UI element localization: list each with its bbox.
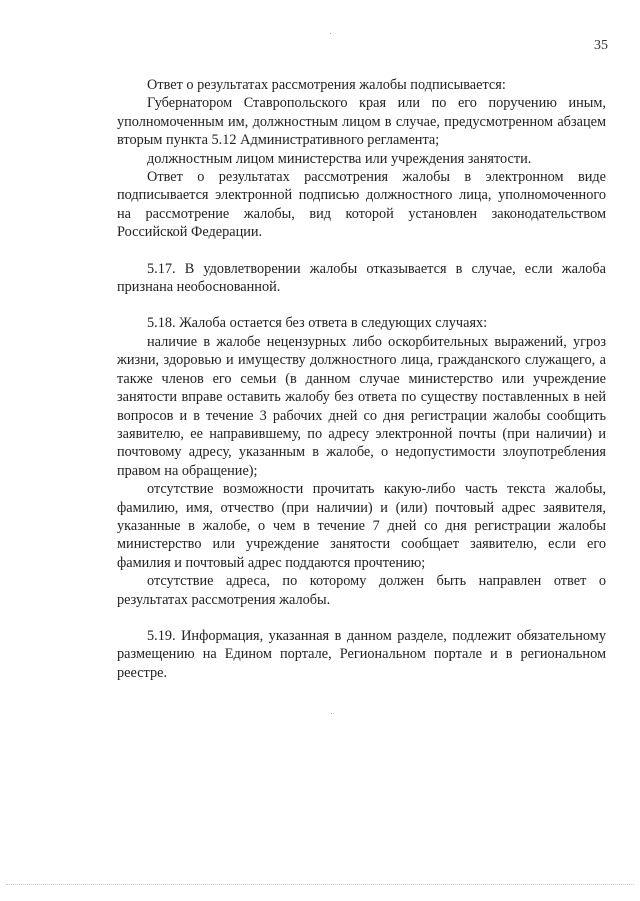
document-body xyxy=(117,76,606,682)
paragraph-no-address: отсутствие адреса, по которому должен быть направлен ответ о результатах рассмотрения жалобы. xyxy=(117,573,606,608)
paragraph-reply-signing: Ответ о результатах рассмотрения жалобы подписывается: xyxy=(147,77,506,93)
page-number: 35 xyxy=(594,38,608,53)
paragraph-obscene-language: наличие в жалобе нецензурных либо оскорбительных выражений, угроз жизни, здоровью и имуществу должностного лица, гражданского служащего, а также членов его семьи (в данном случае министерство или учреждение занятости вправе оставить жалобу без ответа по существу поставленных в ней вопросов и в течение 3 рабочих дней со дня регистрации жалобы сообщить заявителю, ее направившему, по адресу электронной почты (при наличии) и почтовому адресу, указанным в жалобе, о недопустимости злоупотребления правом на обращение); xyxy=(117,333,606,479)
paragraph-unreadable-text: отсутствие возможности прочитать какую-либо часть текста жалобы, фамилию, имя, отчество (при наличии) и (или) почтовый адрес заявителя, указанные в жалобе, о чем в течение 7 дней со дня регистрации жалобы министерство или учреждение занятости сообщает заявителю, если его фамилия и почтовый адрес поддаются прочтению; xyxy=(117,481,606,571)
paragraph-5-17: 5.17. В удовлетворении жалобы отказывается в случае, если жалоба признана необоснованной. xyxy=(117,260,606,296)
paragraph-electronic-signature: Ответ о результатах рассмотрения жалобы в электронном виде подписывается электронной подписью должностного лица, уполномоченного на рассмотрение жалобы, вид которой установлен законодательством Российской Федерации. xyxy=(117,169,606,241)
paragraph-governor: Губернатором Ставропольского края или по его поручению иным, уполномоченным им, должностным лицом в случае, предусмотренном абзацем вторым пункта 5.12 Административного регламента; xyxy=(117,95,606,149)
paragraph-5-19: 5.19. Информация, указанная в данном разделе, подлежит обязательному размещению на Едином портале, Региональном портале и в региональном реестре. xyxy=(117,627,606,681)
paragraph-ministry-official: должностным лицом министерства или учреждения занятости. xyxy=(147,150,532,167)
scan-bottom-edge xyxy=(6,884,634,885)
scan-speck xyxy=(330,33,331,34)
scan-speck xyxy=(331,713,332,714)
paragraph-5-18: 5.18. Жалоба остается без ответа в следующих случаях: xyxy=(147,315,488,332)
